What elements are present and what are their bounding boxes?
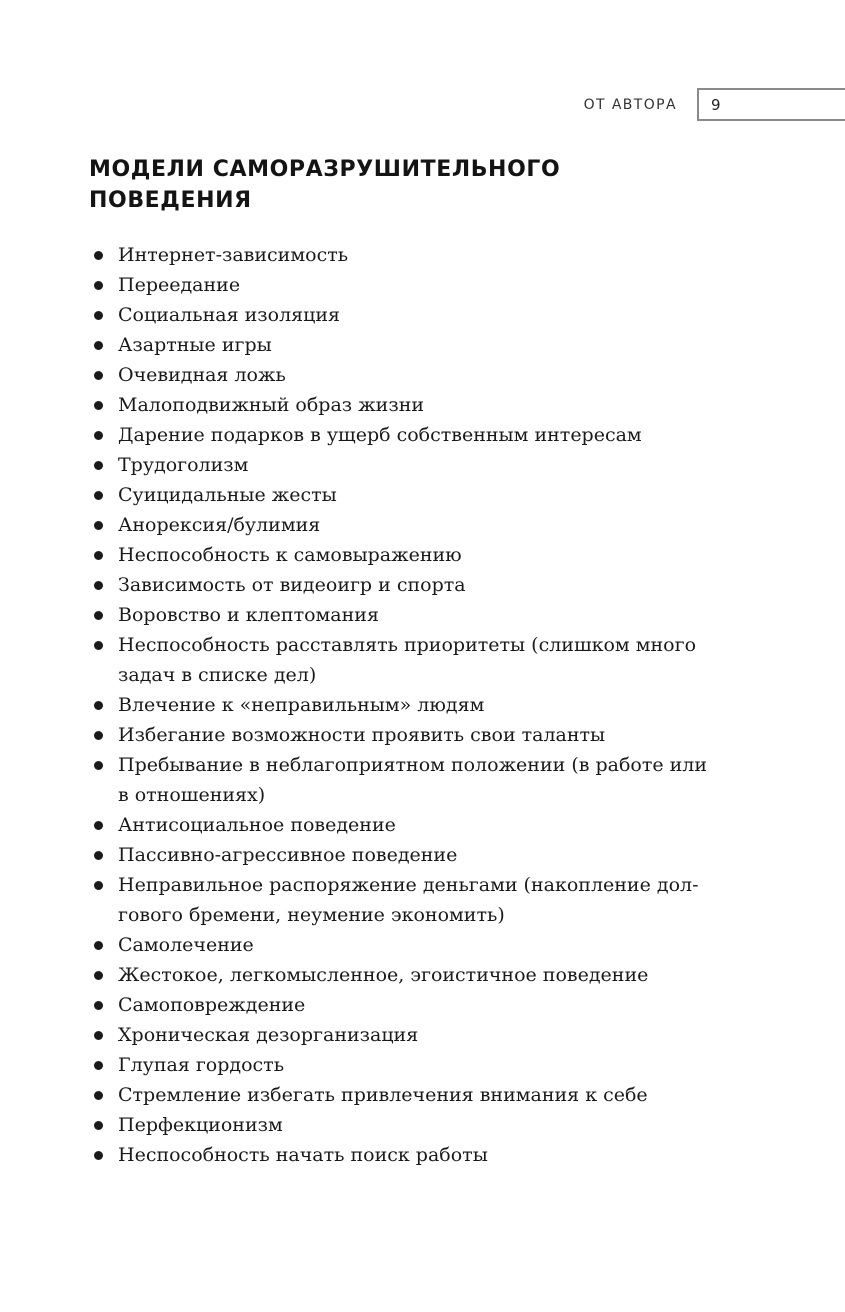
list-item-text: Пассивно-агрессивное поведение	[118, 844, 458, 866]
behavior-list	[90, 240, 710, 1170]
list-item	[90, 450, 710, 480]
list-item-text: Суицидальные жесты	[118, 484, 337, 506]
bullet-icon	[94, 1091, 103, 1100]
bullet-icon	[94, 1121, 103, 1130]
heading-line: МОДЕЛИ САМОРАЗРУШИТЕЛЬНОГО	[89, 157, 561, 182]
list-item-text: гового бремени, неумение экономить)	[118, 904, 505, 926]
page-number: 9	[711, 96, 721, 114]
bullet-icon	[94, 941, 103, 950]
list-item	[90, 630, 710, 690]
list-item-text: Зависимость от видеоигр и спорта	[118, 574, 466, 596]
list-item	[90, 810, 710, 840]
list-item-text: Анорексия/булимия	[118, 514, 321, 536]
list-item	[90, 960, 710, 990]
bullet-icon	[94, 551, 103, 560]
list-item-text: Социальная изоляция	[118, 304, 341, 326]
bullet-icon	[94, 611, 103, 620]
bullet-icon	[94, 281, 103, 290]
list-item	[90, 360, 710, 390]
list-item-text: Хроническая дезорганизация	[118, 1024, 419, 1046]
list-item	[90, 1140, 710, 1170]
list-item-text: Неспособность к самовыражению	[118, 544, 462, 566]
list-item	[90, 750, 710, 810]
list-item-text: задач в списке дел)	[118, 664, 317, 686]
list-item	[90, 690, 710, 720]
list-item-text: Антисоциальное поведение	[118, 814, 396, 836]
list-item	[90, 330, 710, 360]
list-item	[90, 1110, 710, 1140]
list-item	[90, 240, 710, 270]
list-item	[90, 510, 710, 540]
list-item-text: Малоподвижный образ жизни	[118, 394, 425, 416]
list-item-text: Самоповреждение	[118, 994, 306, 1016]
list-item	[90, 420, 710, 450]
bullet-icon	[94, 431, 103, 440]
bullet-icon	[94, 491, 103, 500]
list-item	[90, 300, 710, 330]
bullet-icon	[94, 521, 103, 530]
list-item	[90, 720, 710, 750]
list-item-text: Очевидная ложь	[118, 364, 286, 386]
list-item	[90, 540, 710, 570]
bullet-icon	[94, 1001, 103, 1010]
list-item-text: Азартные игры	[118, 334, 272, 356]
list-item-text: Трудоголизм	[118, 454, 249, 476]
list-item	[90, 870, 710, 930]
bullet-icon	[94, 461, 103, 470]
bullet-icon	[94, 1151, 103, 1160]
bullet-icon	[94, 881, 103, 890]
list-item	[90, 600, 710, 630]
list-item-text: Влечение к «неправильным» людям	[118, 694, 485, 716]
list-item-text: Стремление избегать привлечения внимания к себе	[118, 1084, 648, 1106]
list-item-text: Неспособность расставлять приоритеты (слишком много	[118, 634, 697, 656]
list-item-text: Глупая гордость	[118, 1054, 285, 1076]
bullet-icon	[94, 401, 103, 410]
bullet-icon	[94, 641, 103, 650]
bullet-icon	[94, 341, 103, 350]
bullet-icon	[94, 1061, 103, 1070]
list-item	[90, 1080, 710, 1110]
list-item	[90, 570, 710, 600]
section-heading	[89, 154, 689, 216]
bullet-icon	[94, 701, 103, 710]
bullet-icon	[94, 311, 103, 320]
list-item-text: Пребывание в неблагоприятном положении (в работе или	[118, 754, 708, 776]
list-item-text: Самолечение	[118, 934, 254, 956]
bullet-icon	[94, 581, 103, 590]
bullet-icon	[94, 971, 103, 980]
bullet-icon	[94, 251, 103, 260]
list-item-text: Перфекционизм	[118, 1114, 283, 1136]
list-item	[90, 270, 710, 300]
list-item	[90, 1020, 710, 1050]
list-item-text: Интернет-зависимость	[118, 244, 349, 266]
list-item-text: Дарение подарков в ущерб собственным интересам	[118, 424, 642, 446]
list-item	[90, 480, 710, 510]
list-item	[90, 840, 710, 870]
list-item	[90, 990, 710, 1020]
list-item	[90, 1050, 710, 1080]
bullet-icon	[94, 851, 103, 860]
list-item-text: Избегание возможности проявить свои таланты	[118, 724, 606, 746]
list-item	[90, 390, 710, 420]
list-item-text: Жестокое, легкомысленное, эгоистичное поведение	[118, 964, 649, 986]
list-item-text: Неспособность начать поиск работы	[118, 1144, 488, 1166]
list-item-text: Воровство и клептомания	[118, 604, 379, 626]
bullet-icon	[94, 1031, 103, 1040]
page-number-box	[697, 88, 845, 121]
list-item-text: в отношениях)	[118, 784, 266, 806]
heading-line: ПОВЕДЕНИЯ	[89, 188, 252, 213]
bullet-icon	[94, 761, 103, 770]
bullet-icon	[94, 821, 103, 830]
bullet-icon	[94, 731, 103, 740]
section-label: ОТ АВТОРА	[583, 97, 677, 113]
list-item	[90, 930, 710, 960]
bullet-icon	[94, 371, 103, 380]
running-head	[0, 88, 845, 124]
list-item-text: Переедание	[118, 274, 241, 296]
list-item-text: Неправильное распоряжение деньгами (накопление дол-	[118, 874, 699, 896]
